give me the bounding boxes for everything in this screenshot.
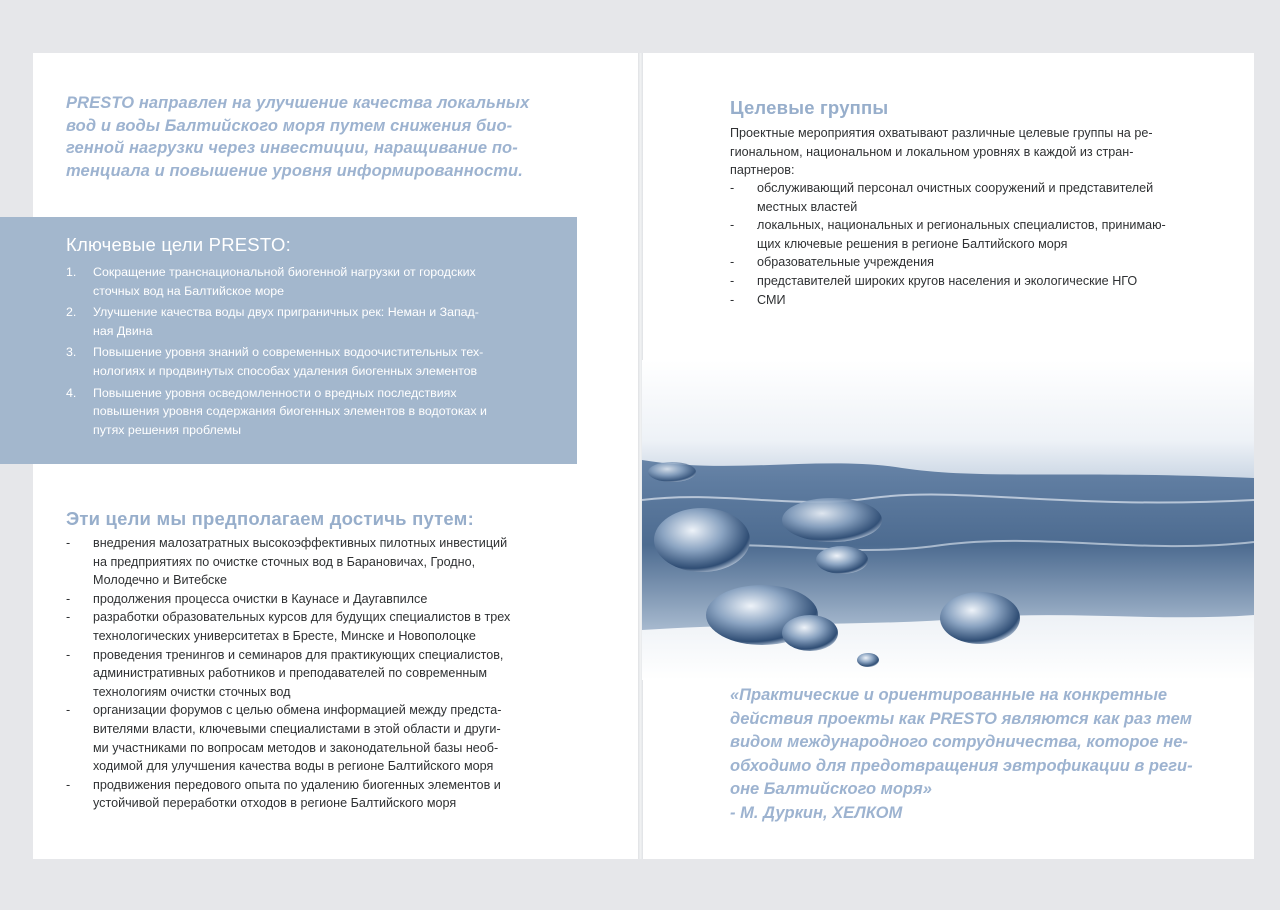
quote-line: действия проекты как PRESTO являются как раз тем xyxy=(730,709,1193,728)
quote-line: оне Балтийского моря» xyxy=(730,780,932,799)
bullet-dash: - xyxy=(66,777,71,792)
target-line: образовательные учреждения xyxy=(757,255,934,270)
goal-item xyxy=(66,343,546,380)
bullet-dash: - xyxy=(66,610,71,625)
method-text xyxy=(93,646,503,702)
bullet-dash: - xyxy=(730,181,735,195)
method-item xyxy=(66,534,566,590)
methods-list xyxy=(66,534,566,813)
target-group-item xyxy=(730,272,1219,291)
method-text xyxy=(93,701,501,775)
goal-item xyxy=(66,263,546,300)
target-line: местных властей xyxy=(757,199,858,214)
method-line: Молодечно и Витебске xyxy=(93,573,228,588)
key-goals-list xyxy=(66,263,546,442)
goal-item xyxy=(66,303,546,340)
target-groups-title: Целевые группы xyxy=(730,97,889,118)
method-line: ходимой для улучшения качества воды в регионе Балтийского моря xyxy=(93,759,494,774)
target-group-text xyxy=(757,291,786,310)
intro-statement xyxy=(66,92,556,183)
quote-line: видом международного сотрудничества, которое не- xyxy=(730,733,1188,752)
methods-title: Эти цели мы предполагаем достичь путем: xyxy=(66,508,474,529)
target-line: СМИ xyxy=(757,292,786,307)
bullet-dash: - xyxy=(66,647,71,662)
quote-text xyxy=(730,684,1230,802)
intro-line: вод и воды Балтийского моря путем снижения био- xyxy=(66,116,513,135)
quote-line: обходимо для предотвращения эвтрофикации в реги- xyxy=(730,756,1193,775)
method-line: административных работников и преподавателей по современным xyxy=(93,666,488,681)
bullet-dash: - xyxy=(730,273,735,288)
water-splash-image xyxy=(642,360,1254,680)
method-line: продвижения передового опыта по удалению биогенных элементов и xyxy=(93,777,501,792)
intro-line: PRESTO направлен на улучшение качества локальных xyxy=(66,94,530,112)
method-line: технологических университетах в Бресте, Минске и Новополоцке xyxy=(93,628,476,643)
intro-line: Проектные мероприятия охватывают различные целевые группы на ре- xyxy=(730,126,1153,140)
goal-number: 4. xyxy=(66,385,77,400)
key-goals-title: Ключевые цели PRESTO: xyxy=(66,234,291,255)
intro-line: гиональном, национальном и локальном уровнях в каждой из стран- xyxy=(730,144,1134,159)
quote-line: «Практические и ориентированные на конкретные xyxy=(730,686,1168,704)
method-line: организации форумов с целью обмена информацией между предста- xyxy=(93,703,502,718)
intro-line: партнеров: xyxy=(730,163,795,178)
target-line: щих ключевые решения в регионе Балтийского моря xyxy=(757,236,1068,251)
goal-number: 1. xyxy=(66,265,77,279)
goal-text xyxy=(93,303,479,340)
goal-number: 2. xyxy=(66,305,77,320)
method-line: разработки образовательных курсов для будущих специалистов в трех xyxy=(93,610,511,625)
method-line: на предприятиях по очистке сточных вод в Барановичах, Гродно, xyxy=(93,554,476,569)
method-line: устойчивой переработки отходов в регионе Балтийского моря xyxy=(93,796,457,811)
goal-line: повышения уровня содержания биогенных элементов в водотоках и xyxy=(93,404,487,419)
bullet-dash: - xyxy=(66,536,71,550)
method-line: продолжения процесса очистки в Каунасе и Даугавпилсе xyxy=(93,591,428,606)
bullet-dash: - xyxy=(66,703,71,718)
target-group-text xyxy=(757,216,1166,253)
method-item xyxy=(66,776,566,813)
method-line: проведения тренингов и семинаров для практикующих специалистов, xyxy=(93,647,504,662)
target-groups-intro xyxy=(730,124,1219,180)
method-text xyxy=(93,608,510,645)
method-item xyxy=(66,701,566,775)
method-item xyxy=(66,590,566,609)
target-group-item xyxy=(730,253,1219,272)
quote-author: - М. Дуркин, ХЕЛКОМ xyxy=(730,804,903,822)
bullet-dash: - xyxy=(730,218,735,233)
method-line: внедрения малозатратных высокоэффективных пилотных инвестиций xyxy=(93,536,508,550)
goal-line: Повышение уровня знаний о современных водоочистительных тех- xyxy=(93,345,484,360)
method-item xyxy=(66,646,566,702)
goal-text xyxy=(93,343,483,380)
method-line: технологиям очистки сточных вод xyxy=(93,684,291,699)
bullet-dash: - xyxy=(730,255,735,270)
goal-line: путях решения проблемы xyxy=(93,422,242,437)
target-group-text xyxy=(757,179,1153,216)
method-text xyxy=(93,776,501,813)
target-line: обслуживающий персонал очистных сооружений и представителей xyxy=(757,181,1154,195)
target-group-text xyxy=(757,253,934,272)
goal-line: Улучшение качества воды двух приграничных рек: Неман и Запад- xyxy=(93,305,479,320)
method-text xyxy=(93,590,427,609)
goal-item xyxy=(66,384,546,440)
goal-line: ная Двина xyxy=(93,323,153,338)
goal-line: сточных вод на Балтийское море xyxy=(93,283,285,298)
target-line: представителей широких кругов населения и экологические НГО xyxy=(757,273,1138,288)
method-text xyxy=(93,534,507,590)
target-group-text xyxy=(757,272,1137,291)
method-item xyxy=(66,608,566,645)
goal-line: Сокращение транснациональной биогенной нагрузки от городских xyxy=(93,265,476,279)
goal-text xyxy=(93,263,476,300)
bullet-dash: - xyxy=(66,591,71,606)
goal-text xyxy=(93,384,487,440)
intro-line: генной нагрузки через инвестиции, наращивание по- xyxy=(66,139,518,158)
goal-number: 3. xyxy=(66,345,77,360)
method-line: вителями власти, ключевыми специалистами в этой области и други- xyxy=(93,721,501,736)
target-group-item xyxy=(730,291,1219,310)
goal-line: нологиях и продвинутых способах удаления биогенных элементов xyxy=(93,363,478,378)
intro-line: тенциала и повышение уровня информированности. xyxy=(66,162,523,181)
method-line: ми участниками по вопросам методов и законодательной базы необ- xyxy=(93,740,499,755)
target-group-item xyxy=(730,216,1219,253)
bullet-dash: - xyxy=(730,292,735,307)
target-group-item xyxy=(730,179,1219,216)
goal-line: Повышение уровня осведомленности о вредных последствиях xyxy=(93,385,457,400)
target-groups-list xyxy=(730,179,1219,309)
target-line: локальных, национальных и региональных специалистов, принимаю- xyxy=(757,218,1166,233)
